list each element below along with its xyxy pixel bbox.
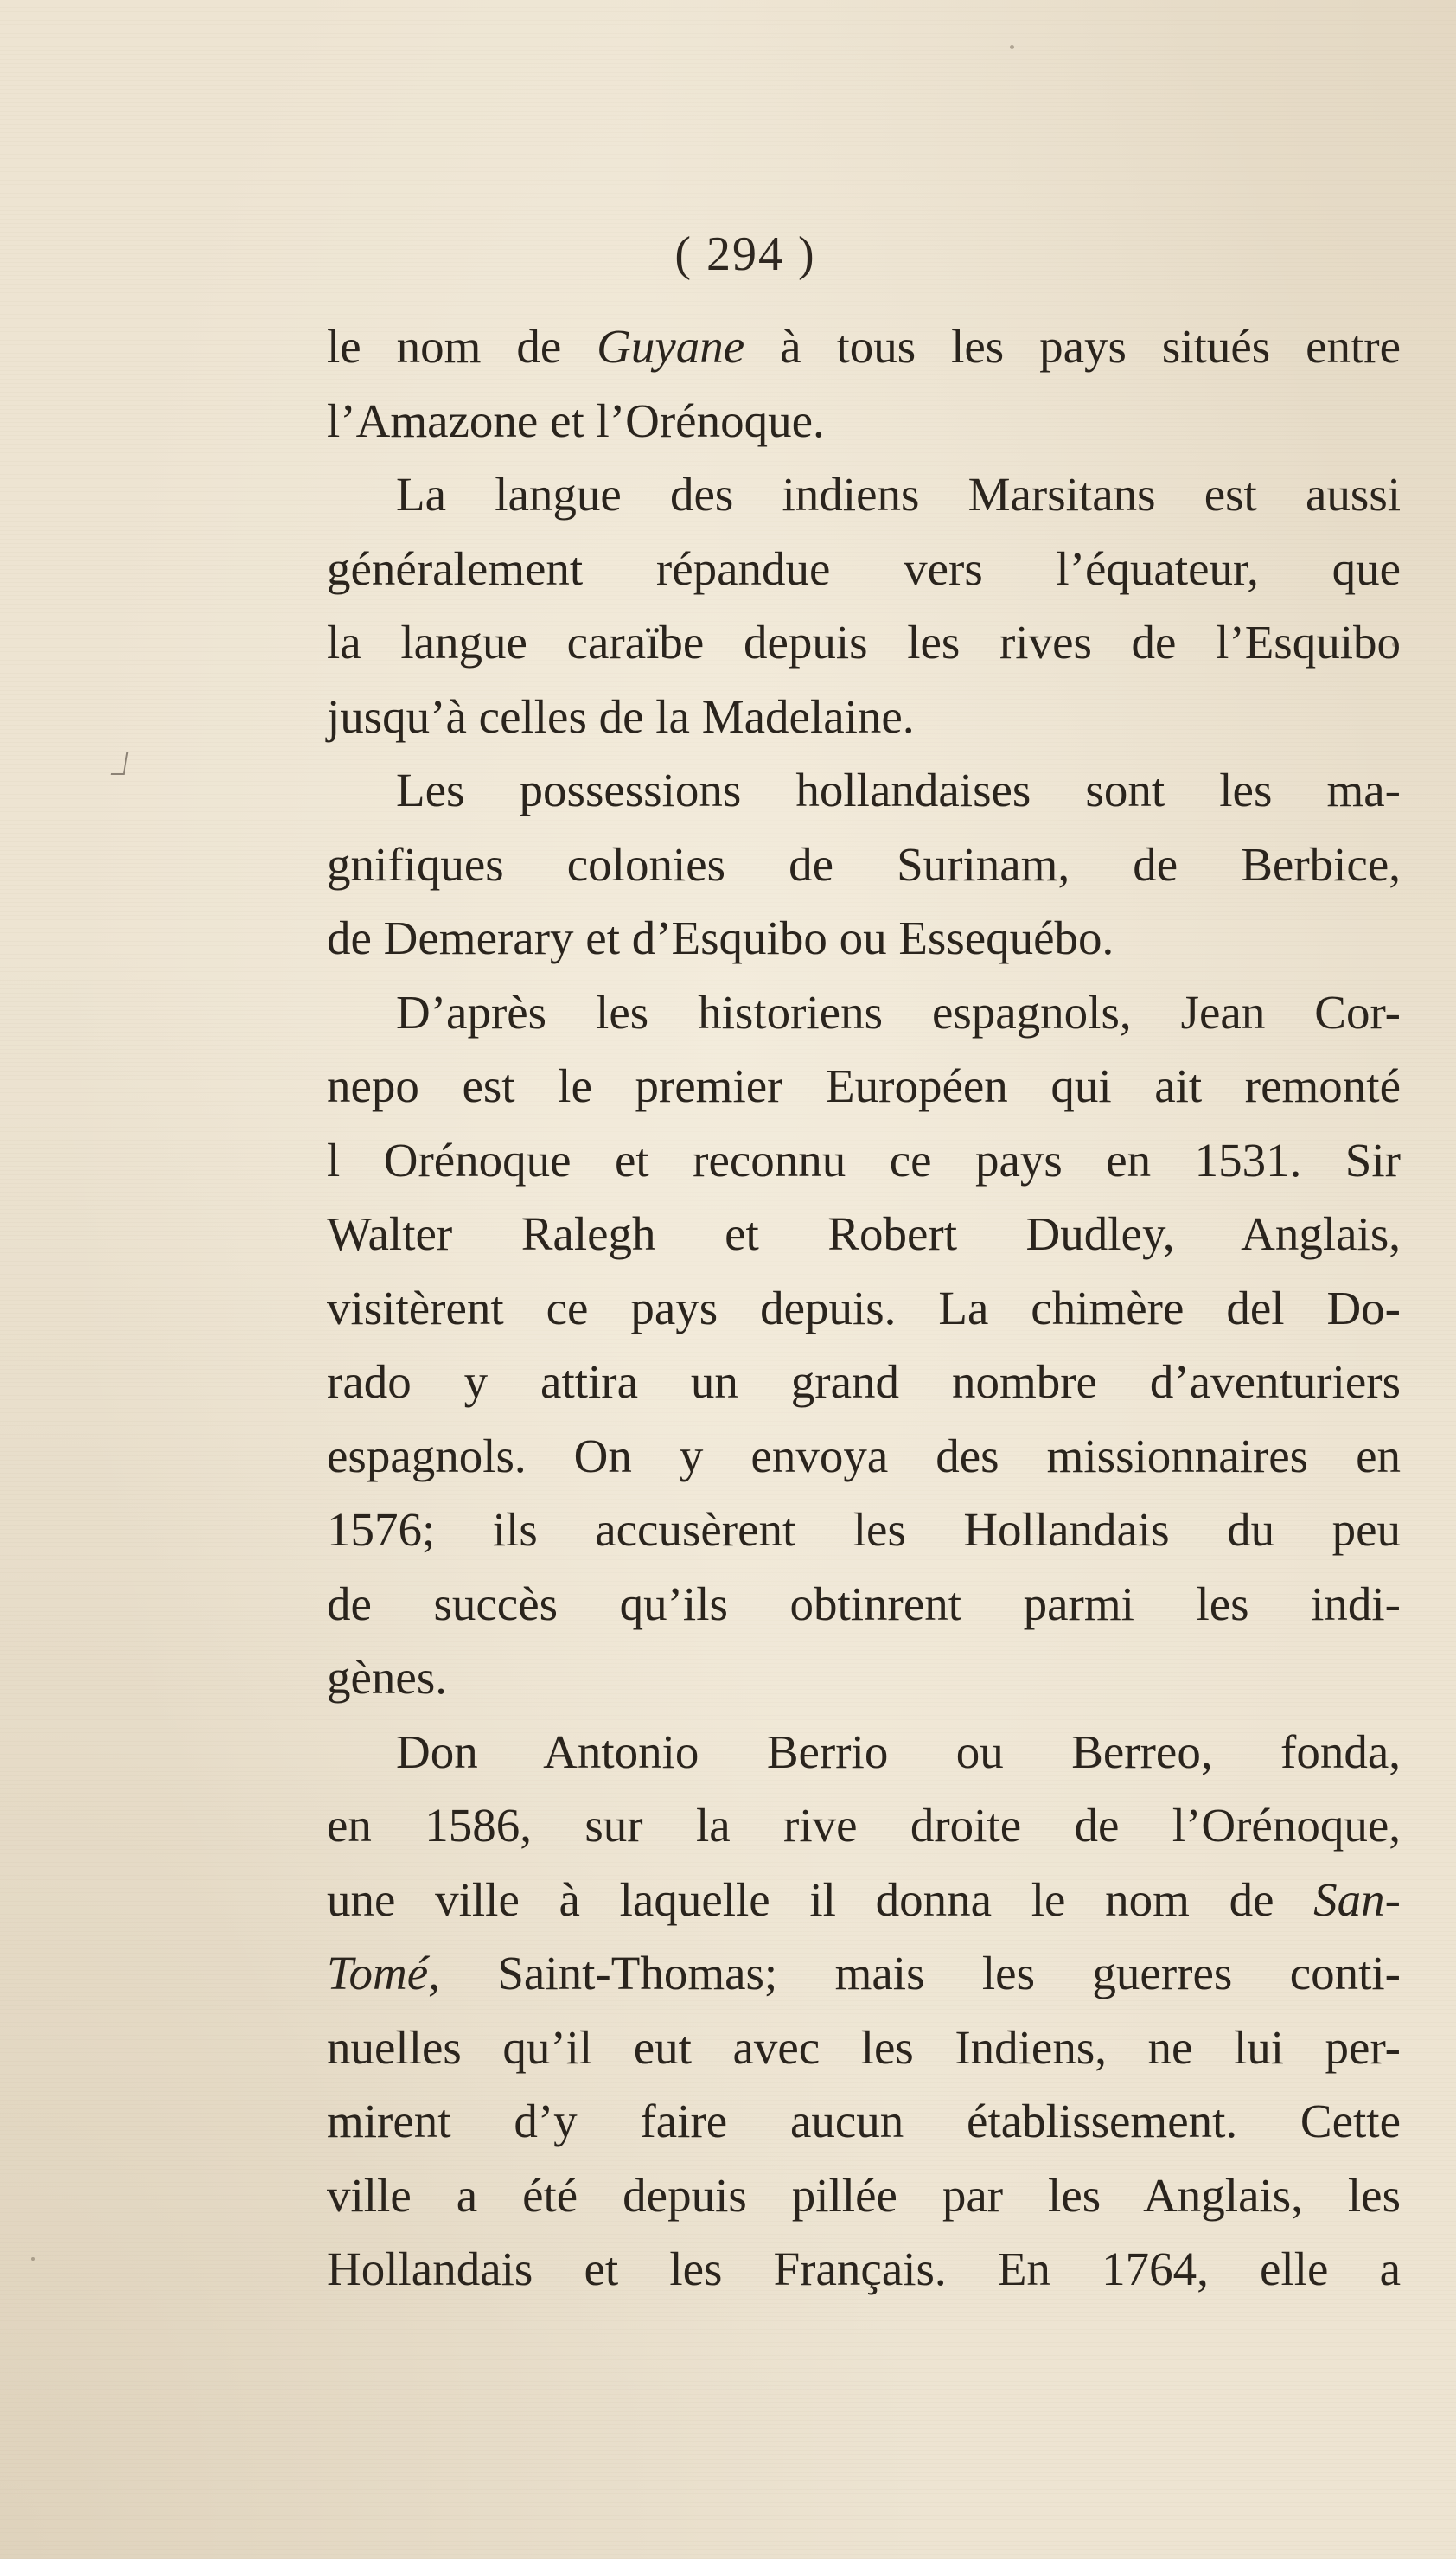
line-text: visitèrent ce pays depuis. La chimère del Do- [327, 1281, 1401, 1334]
text-line [327, 1049, 1401, 1123]
line-text: jusqu’à celles de la Madelaine. [327, 689, 915, 743]
line-text: Hollandais et les Français. En 1764, elle a [327, 2242, 1401, 2295]
line-text: Les possessions hollandaises sont les ma- [396, 764, 1401, 816]
text-line [327, 976, 1401, 1050]
text-line [327, 1936, 1401, 2011]
italic-text: Tomé, [327, 1947, 440, 1999]
line-text: la langue caraïbe depuis les rives de l’Esquibo [327, 616, 1401, 669]
text-line [327, 1345, 1401, 1419]
text-line [327, 605, 1401, 680]
page-number: ( 294 ) [674, 227, 816, 281]
text-line [327, 1197, 1401, 1271]
italic-text: San- [1313, 1872, 1401, 1926]
line-text: l’Amazone et l’Orénoque. [327, 393, 825, 447]
text-line [327, 1641, 1401, 1715]
paper-speck [1010, 45, 1014, 49]
line-text: rado y attira un grand nombre d’aventuriers [327, 1355, 1401, 1408]
line-text: 1576; ils accusèrent les Hollandais du peu [327, 1503, 1401, 1556]
text-line [327, 753, 1401, 828]
line-text: de Demerary et d’Esquibo ou Essequébo. [327, 912, 1114, 964]
line-text: l Orénoque et reconnu ce pays en 1531. Sir [327, 1133, 1401, 1187]
line-text: nuelles qu’il eut avec les Indiens, ne lui per- [327, 2020, 1401, 2074]
text-line [327, 2011, 1401, 2085]
line-text: une ville à laquelle il donna le nom de [327, 1872, 1314, 1926]
text-line [327, 901, 1401, 976]
line-text: ville a été depuis pillée par les Anglais, les [327, 2168, 1401, 2222]
text-line [327, 2232, 1401, 2306]
paper-speck [31, 2257, 35, 2261]
line-text: en 1586, sur la rive droite de l’Orénoque, [327, 1799, 1401, 1852]
line-text: le nom de [327, 320, 597, 373]
text-line [327, 1493, 1401, 1567]
text-line [327, 828, 1401, 902]
paper-speck [1392, 642, 1397, 647]
line-text: de succès qu’ils obtinrent parmi les indi- [327, 1577, 1401, 1630]
line-text: espagnols. On y envoya des missionnaires en [327, 1429, 1401, 1482]
text-line [327, 2084, 1401, 2159]
line-text: Walter Ralegh et Robert Dudley, Anglais, [327, 1207, 1401, 1260]
line-text: à tous les pays situés entre [744, 320, 1401, 373]
text-line [327, 1567, 1401, 1641]
line-text: mirent d’y faire aucun établissement. Cette [327, 2095, 1401, 2147]
line-text: gnifiques colonies de Surinam, de Berbice, [327, 837, 1401, 891]
margin-mark [111, 752, 129, 775]
line-text: La langue des indiens Marsitans est aussi [396, 468, 1401, 521]
text-line [327, 1271, 1401, 1346]
line-text: gènes. [327, 1651, 447, 1704]
line-text: Saint-Thomas; mais les guerres conti- [439, 1947, 1401, 1999]
text-line [327, 680, 1401, 754]
text-line [327, 384, 1401, 458]
text-line [327, 1788, 1401, 1863]
line-text: D’après les historiens espagnols, Jean Cor- [396, 985, 1401, 1039]
italic-text: Guyane [597, 320, 745, 373]
text-line [327, 457, 1401, 532]
text-line [327, 532, 1401, 606]
text-line [327, 2159, 1401, 2233]
line-text: nepo est le premier Européen qui ait remonté [327, 1059, 1401, 1112]
text-line [327, 1419, 1401, 1494]
line-text: Don Antonio Berrio ou Berreo, fonda, [396, 1724, 1401, 1778]
body-text [327, 310, 1401, 2306]
text-line [327, 1863, 1401, 1937]
text-line [327, 310, 1401, 384]
line-text: généralement répandue vers l’équateur, que [327, 541, 1401, 595]
text-line [327, 1715, 1401, 1789]
text-line [327, 1123, 1401, 1198]
